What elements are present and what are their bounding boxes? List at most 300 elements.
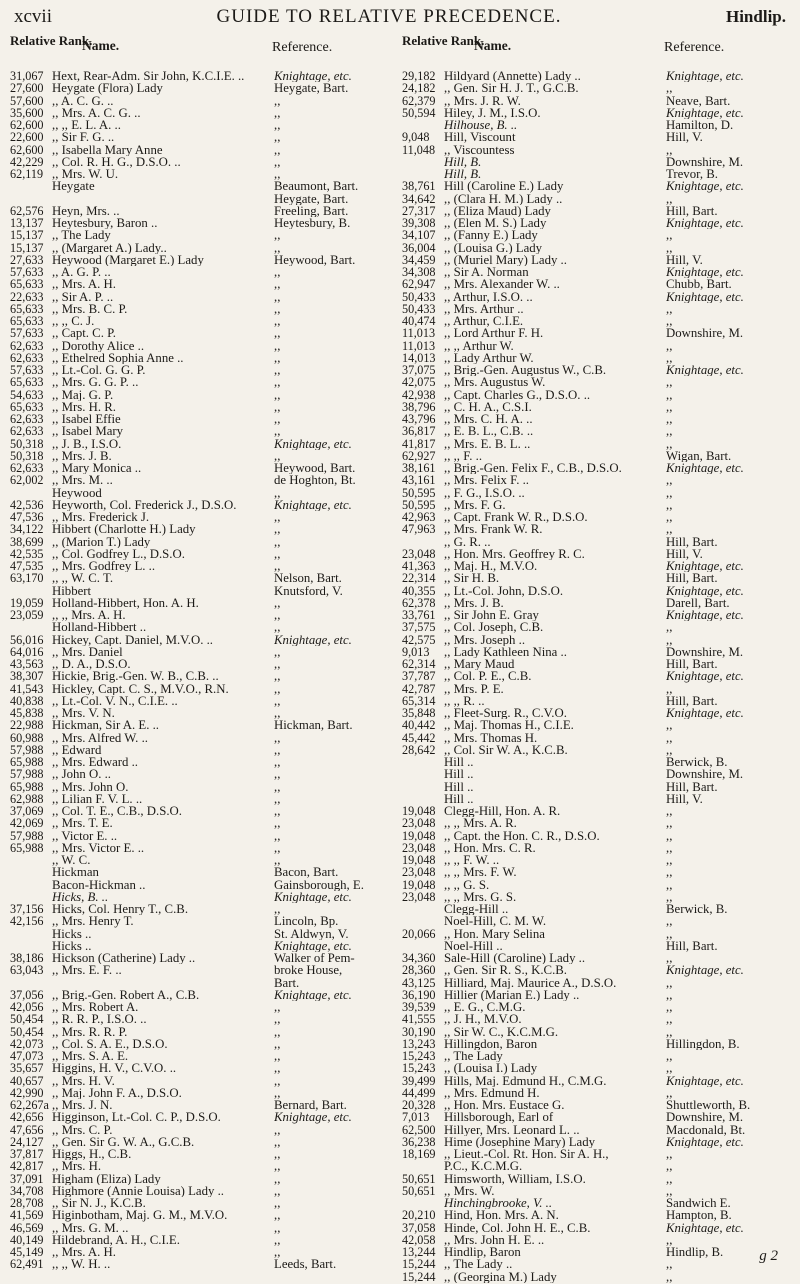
entry-row [402,989,790,1001]
entry-reference: ,, [274,1050,281,1063]
entry-name: Hickey, Capt. Daniel, M.V.O. .. [52,633,214,646]
entry-rank: 62,500 [402,1122,436,1137]
entry-rank: 41,817 [402,436,436,451]
entry-reference: ,, [274,119,281,132]
entry-rank: 22,600 [10,130,44,145]
entry-name: ,, J. H., M.V.O. [444,1013,522,1026]
entry-rank: 35,600 [10,105,44,120]
entry-name: ,, Mrs. T. E. [52,817,113,830]
entry-name: ,, Isabel Effie [52,413,121,426]
entry-reference: Neave, Bart. [666,94,731,107]
entry-name: ,, Capt. Frank W. R., D.S.O. [444,511,588,524]
entry-reference: Knightage, etc. [666,462,744,475]
entry-row [10,119,398,131]
entry-reference: ,, [274,829,281,842]
entry-name: ,, ,, Mrs. F. W. [444,866,517,879]
entry-name: Heyn, Mrs. .. [52,204,120,217]
entry-rank: 50,595 [402,497,436,512]
entry-row [402,572,790,584]
entry-rank: 47,073 [10,1049,44,1063]
entry-row [10,180,398,192]
reference-heading: Reference. [664,40,725,55]
entry-reference: Hamilton, D. [666,119,734,132]
entry-name: ,, Col. Godfrey L., D.S.O. [52,547,185,560]
entry-row [10,842,398,854]
entry-name: Clegg-Hill, Hon. A. R. [444,805,561,818]
entry-row [402,1173,790,1185]
entry-name: Hill (Caroline E.) Lady [444,180,564,193]
page-title: GUIDE TO RELATIVE PRECEDENCE. [216,6,562,27]
entry-reference: Hill, V. [666,547,703,560]
entry-rank: 9,013 [402,644,430,659]
entry-rank [10,866,52,878]
entry-name: ,, Mary Maud [444,658,515,671]
entry-row [402,670,790,682]
entry-row [10,683,398,695]
entry-row [402,95,790,107]
entry-reference: ,, [274,1197,281,1210]
entry-row [10,168,398,180]
entry-name: ,, Mrs. M. .. [52,474,113,487]
entry-name: ,, (Marion T.) Lady [52,535,151,548]
entry-reference: ,, [666,866,673,879]
entry-reference: ,, [274,278,281,291]
entry-name: ,, Brig.-Gen. Augustus W., C.B. [444,364,607,377]
entry-rank: 40,474 [402,314,436,328]
entry-row [402,364,790,376]
entry-rank: 62,988 [10,791,44,806]
entry-reference: Gainsborough, E. [274,878,364,891]
entry-reference: ,, [666,82,673,95]
entry-reference: ,, [666,1233,673,1246]
entry-reference: ,, [666,1148,673,1161]
entry-rank [10,977,52,989]
entry-name: ,, (Louisa G.) Lady [444,241,543,254]
entry-name: ,, Sir W. C., K.C.M.G. [444,1025,559,1038]
entry-name: Hillsborough, Earl of [444,1111,554,1124]
entry-row [402,915,790,927]
entry-name: ,, Edward [52,743,102,756]
entry-reference: Hill, Bart. [666,939,718,952]
entry-reference: ,, [274,449,281,462]
entry-name: Hibbert (Charlotte H.) Lady [52,523,196,536]
entry-name: ,, Mrs. Thomas H. [444,731,538,744]
entry-rank: 62,002 [10,473,44,488]
entry-row [402,1160,790,1172]
entry-row [10,1001,398,1013]
entry-rank: 41,555 [402,1012,436,1027]
entry-rank: 47,535 [10,559,44,573]
entry-name: ,, J. B., I.S.O. [52,437,122,450]
entry-reference: ,, [666,988,673,1001]
entry-row [402,879,790,891]
entry-reference: ,, [666,474,673,487]
entry-rank: 38,307 [10,669,44,684]
entry-rank: 62,378 [402,595,436,610]
entry-reference: ,, [274,547,281,560]
entry-rank: 45,149 [10,1245,44,1259]
entry-name: ,, Mrs. Henry T. [52,915,134,928]
entry-rank: 15,243 [402,1061,436,1076]
entry-row [402,1246,790,1258]
entry-name: Hicks, Col. Henry T., C.B. [52,903,189,916]
entry-row [402,683,790,695]
entry-rank: 36,238 [402,1134,436,1149]
entry-rank: 23,048 [402,546,436,561]
entry-row [10,707,398,719]
entry-rank: 27,317 [402,203,436,218]
entry-name: Hinchingbrooke, V. .. [444,1197,553,1210]
entry-rank: 65,988 [10,755,44,769]
entry-reference: ,, [666,498,673,511]
entry-reference: ,, [666,890,673,903]
entry-rank: 7,013 [402,1110,430,1125]
entry-reference: Hill, Bart. [666,535,718,548]
entry-rank: 19,059 [10,595,44,610]
entry-row [402,1087,790,1099]
entry-name: ,, Mrs. A. H. [52,1246,116,1259]
entry-row [10,291,398,303]
entry-rank: 46,569 [10,1220,44,1235]
entry-reference: ,, [666,1062,673,1075]
entry-row [402,450,790,462]
entry-row [10,854,398,866]
entry-row [402,119,790,131]
entry-name: Hickson (Catherine) Lady .. [52,952,196,965]
entry-row [402,315,790,327]
entry-name: ,, (Louisa I.) Lady [444,1062,538,1075]
entry-name: Holland-Hibbert .. [52,621,147,634]
entry-reference: Knightage, etc. [666,217,744,230]
entry-row [10,376,398,388]
entry-rank: 41,363 [402,559,436,573]
entry-row [402,536,790,548]
entry-reference: ,, [274,1184,281,1197]
entry-reference: Knightage, etc. [666,560,744,573]
entry-reference: Hindlip, B. [666,1246,724,1259]
entry-reference: ,, [274,1246,281,1259]
entry-reference: ,, [274,768,281,781]
entry-name: ,, Mrs. G. M. .. [52,1221,129,1234]
entry-reference: ,, [666,143,673,156]
entry-reference: Knightage, etc. [666,180,744,193]
entry-rank: 60,988 [10,730,44,745]
entry-name: Hill, B. [444,155,482,168]
entry-reference: ,, [274,609,281,622]
entry-name: Hickman [52,866,99,879]
entry-rank [10,854,52,866]
entry-rank: 57,633 [10,265,44,279]
entry-name: ,, ,, F. W. .. [444,854,500,867]
entry-rank: 40,657 [10,1073,44,1088]
entry-reference: de Hoghton, Bt. [274,474,356,487]
entry-row [402,278,790,290]
entry-name: ,, Lt.-Col. John, D.S.O. [444,584,564,597]
entry-row [402,634,790,646]
entry-reference: ,, [666,1025,673,1038]
entry-name: ,, Lilian F. V. L. .. [52,792,143,805]
left-column-heading [10,32,398,70]
entry-reference: ,, [274,854,281,867]
entry-name: ,, Brig.-Gen. Robert A., C.B. [52,988,200,1001]
entry-row [10,989,398,1001]
entry-name: ,, Mrs. Augustus W. [444,376,546,389]
entry-reference: ,, [274,1221,281,1234]
entry-row [402,144,790,156]
entry-rank: 42,535 [10,546,44,561]
entry-row [402,1234,790,1246]
entry-row [10,977,398,989]
entry-row [10,327,398,339]
entry-name: ,, Victor E. .. [52,829,118,842]
entry-reference: ,, [666,1270,673,1283]
right-column [402,32,790,1283]
entry-name: ,, Viscountess [444,143,515,156]
entry-rank: 62,633 [10,412,44,426]
page-number: xcvii [14,6,52,27]
entry-name: ,, ,, C. J. [52,315,95,328]
entry-rank: 34,360 [402,951,436,965]
entry-reference: Knightage, etc. [666,609,744,622]
entry-rank: 42,787 [402,681,436,696]
entry-row [10,915,398,927]
entry-reference: ,, [274,707,281,720]
entry-name: ,, Mrs. H. V. [52,1074,115,1087]
entry-name: ,, Mrs. H. [52,1160,102,1173]
entry-name: ,, F. G., I.S.O. .. [444,486,525,499]
entry-reference: ,, [274,792,281,805]
entry-name: P.C., K.C.M.G. [444,1160,523,1173]
entry-reference: Bacon, Bart. [274,866,339,879]
entry-reference: ,, [274,229,281,242]
entry-rank: 62,379 [402,93,436,108]
entry-rank: 36,817 [402,424,436,439]
entry-reference: Knightage, etc. [274,70,352,83]
rank-heading: Relative Rank. [402,33,485,48]
entry-row [10,609,398,621]
entry-rank: 45,838 [10,706,44,720]
entry-row [402,266,790,278]
entry-rank: 34,107 [402,228,436,243]
entry-row [402,1197,790,1209]
entry-rank: 19,048 [402,877,436,892]
entry-reference: ,, [666,1160,673,1173]
entry-reference: Knightage, etc. [274,1111,352,1124]
entry-row [402,903,790,915]
entry-row [10,474,398,486]
entry-name: ,, Ethelred Sophia Anne .. [52,351,184,364]
entry-row [10,1136,398,1148]
entry-reference: Knightage, etc. [666,670,744,683]
entry-rank: 42,073 [10,1036,44,1051]
entry-reference: Knightage, etc. [666,584,744,597]
entry-reference: Downshire, M. [666,155,744,168]
entry-rank: 13,243 [402,1036,436,1051]
entry-reference: ,, [274,241,281,254]
entry-rank: 38,161 [402,461,436,475]
entry-row [402,781,790,793]
entry-name: Higinbotham, Maj. G. M., M.V.O. [52,1209,228,1222]
entry-reference: ,, [274,131,281,144]
entry-rank: 65,633 [10,314,44,328]
entry-reference: ,, [274,376,281,389]
entry-row [10,1062,398,1074]
entry-name: ,, Dorothy Alice .. [52,339,145,352]
entry-reference: Heygate, Bart. [274,82,349,95]
entry-rank: 40,838 [10,693,44,708]
entry-row [10,670,398,682]
entry-rank: 37,575 [402,620,436,635]
entry-reference: ,, [274,805,281,818]
entry-reference: ,, [274,1160,281,1173]
entry-name: ,, E. B. L., C.B. .. [444,425,534,438]
entry-row [402,707,790,719]
entry-rank: 62,314 [402,657,436,671]
entry-reference: Downshire, M. [666,1111,744,1124]
entry-row [402,107,790,119]
entry-rank: 65,633 [10,399,44,414]
entry-name: Noel-Hill, C. M. W. [444,915,547,928]
entry-name: ,, Lt.-Col. G. G. P. [52,364,146,377]
entry-reference: Leeds, Bart. [274,1258,337,1271]
entry-reference: ,, [274,511,281,524]
entry-rank: 42,536 [10,497,44,512]
entry-reference: ,, [666,486,673,499]
entry-name: ,, Lord Arthur F. H. [444,327,544,340]
entry-row [402,1111,790,1123]
entry-row [10,156,398,168]
entry-rank: 14,013 [402,350,436,365]
entry-row [10,879,398,891]
entry-name: ,, Mrs. A. C. G. .. [52,106,141,119]
entry-rank: 37,817 [10,1147,44,1161]
entry-reference: Hill, Bart. [666,694,718,707]
entry-row [10,303,398,315]
entry-reference: ,, [274,817,281,830]
entry-name: ,, Mrs. Victor E. .. [52,841,145,854]
entry-rank: 42,069 [10,816,44,831]
entry-row [10,1099,398,1111]
entry-reference: ,, [666,633,673,646]
entry-row [402,768,790,780]
entry-name: ,, Gen. Sir G. W. A., G.C.B. [52,1135,195,1148]
entry-row [402,1258,790,1270]
entry-row [402,474,790,486]
entry-rank: 43,563 [10,657,44,671]
entry-rank: 47,963 [402,522,436,537]
entry-rank: 41,543 [10,681,44,696]
entry-reference: ,, [666,1258,673,1271]
entry-reference: ,, [274,645,281,658]
entry-row [402,523,790,535]
entry-row [10,952,398,964]
entry-name: Heytesbury, Baron .. [52,217,158,230]
entry-reference: ,, [274,523,281,536]
entry-row [402,438,790,450]
entry-rank: 56,016 [10,632,44,647]
entry-row [402,242,790,254]
entry-row [402,193,790,205]
entry-rank: 65,633 [10,301,44,316]
entry-rank: 40,149 [10,1232,44,1247]
entry-reference: Knightage, etc. [666,266,744,279]
entry-rank: 37,787 [402,669,436,684]
entry-rank: 34,459 [402,252,436,267]
entry-row [402,817,790,829]
entry-name: ,, D. A., D.S.O. [52,658,131,671]
entry-rank: 37,058 [402,1220,436,1235]
entry-name: ,, Lieut.-Col. Rt. Hon. Sir A. H., [444,1148,609,1161]
entry-reference: Hill, Bart. [666,572,718,585]
entry-row [10,1111,398,1123]
entry-row [402,254,790,266]
entry-rank: 39,499 [402,1073,436,1088]
entry-row [402,462,790,474]
entry-name: ,, Lady Kathleen Nina .. [444,645,567,658]
entry-name: ,, ,, R. .. [444,694,485,707]
entry-rank: 24,182 [402,81,436,96]
entry-reference: Hill, Bart. [666,780,718,793]
entry-row [10,401,398,413]
entry-name: Clegg-Hill .. [444,903,509,916]
entry-name: ,, G. R. .. [444,535,491,548]
entry-row [10,131,398,143]
entry-reference: ,, [274,841,281,854]
entry-reference: Berwick, B. [666,903,728,916]
entry-reference: Knightage, etc. [666,70,744,83]
entry-rank: 42,656 [10,1110,44,1125]
entry-row [402,340,790,352]
entry-name: Hillingdon, Baron [444,1037,538,1050]
entry-reference: ,, [274,1013,281,1026]
entry-reference: Heygate, Bart. [274,192,349,205]
entry-name: ,, Col. Joseph, C.B. [444,621,544,634]
entry-row [10,1197,398,1209]
entry-row [402,658,790,670]
entry-reference: ,, [274,1001,281,1014]
entry-reference: ,, [666,1172,673,1185]
entry-name: ,, Mrs. Daniel [52,645,123,658]
entry-reference: ,, [274,658,281,671]
entry-reference: Bernard, Bart. [274,1099,347,1112]
entry-name: ,, Mrs. John O. [52,780,129,793]
entry-row [10,217,398,229]
entry-rank: 62,633 [10,461,44,475]
entry-name: ,, Sir A. Norman [444,266,529,279]
rank-heading: Relative Rank. [10,33,93,48]
entry-rank: 62,600 [10,142,44,157]
entry-name: ,, W. C. [52,854,91,867]
entry-name: ,, Mrs. J. N. [52,1099,113,1112]
entry-row [10,732,398,744]
entry-name: Heywood (Margaret E.) Lady [52,253,204,266]
entry-reference: ,, [666,1184,673,1197]
entry-reference: ,, [274,780,281,793]
entry-row [402,291,790,303]
entry-reference: ,, [666,437,673,450]
entry-name: ,, (Eliza Maud) Lady [444,204,551,217]
entry-row [10,352,398,364]
entry-reference: ,, [274,266,281,279]
entry-reference: ,, [274,94,281,107]
entry-rank: 20,210 [402,1208,436,1223]
entry-name: ,, Hon. Mrs. C. R. [444,841,536,854]
entry-name: ,, Mrs. W. [444,1184,495,1197]
entry-row [402,401,790,413]
entry-reference: St. Aldwyn, V. [274,927,349,940]
entry-reference: ,, [666,400,673,413]
entry-row [402,964,790,976]
